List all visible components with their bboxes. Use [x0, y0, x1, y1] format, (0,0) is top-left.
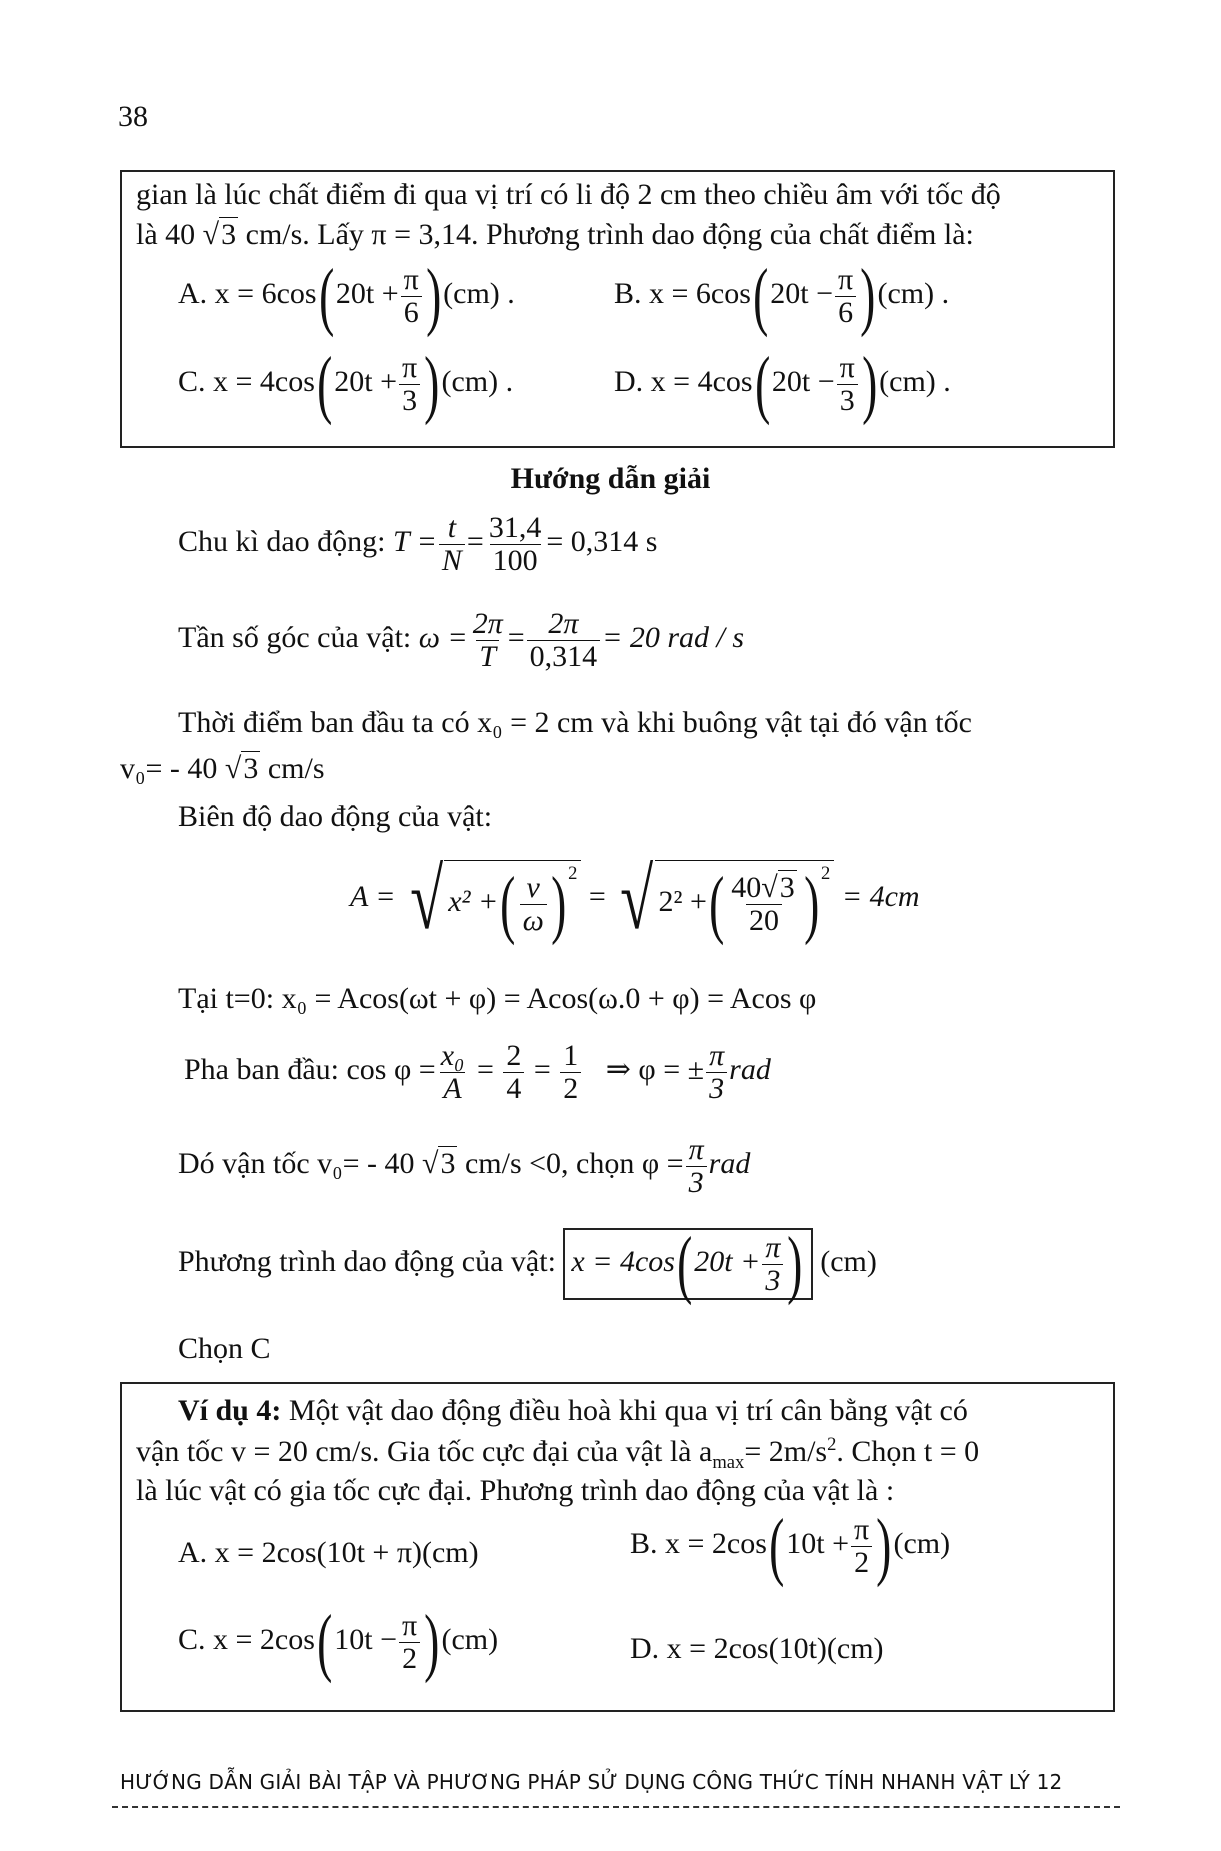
equation-line	[178, 1221, 877, 1306]
fraction	[399, 1610, 420, 1674]
option-inner: 20t +	[334, 364, 398, 398]
left-paren: (	[317, 341, 333, 426]
fraction-num: π	[688, 1133, 704, 1166]
option-label: C.	[178, 1622, 206, 1656]
right-paren: )	[787, 1221, 803, 1306]
right-paren: )	[860, 253, 876, 338]
equals-sign: =	[507, 620, 525, 654]
fraction	[762, 1232, 783, 1296]
example-3-line-2-c: cm/s. Lấy π = 3,14. Phương trình dao động của chất điểm là:	[245, 218, 974, 251]
equation-inner: 20t +	[694, 1244, 761, 1278]
fraction-den: 2	[560, 1072, 581, 1105]
option-lhs: x = 4cos	[213, 364, 315, 398]
fraction	[520, 872, 547, 936]
fraction-num	[728, 872, 799, 904]
sqrt-symbol: √3	[202, 218, 237, 251]
ex4-option-a: A. x = 2cos(10t + π)(cm)	[178, 1536, 479, 1569]
radicand-2	[655, 860, 835, 946]
answer-box	[563, 1221, 812, 1306]
fraction-num: π	[709, 1039, 725, 1072]
amplitude-formula	[350, 850, 920, 947]
fraction-den: 3	[837, 384, 858, 417]
fraction-den: 3	[706, 1072, 727, 1105]
option-label: B.	[614, 276, 642, 310]
fraction-den: ω	[520, 904, 547, 937]
equals-sign: =	[588, 879, 606, 913]
period-line	[178, 512, 657, 576]
fraction	[728, 872, 799, 936]
fraction-den: 2	[851, 1546, 872, 1579]
option-d	[614, 341, 951, 426]
amp-result: = 4cm	[841, 879, 920, 913]
right-paren: )	[424, 1599, 440, 1684]
left-paren: (	[769, 1503, 785, 1588]
phase-line: Pha ban đầu: cos φ = $\frac{\text{x₀}}{A}$ = $\frac{2}{4}$ = $\frac{1}{2}$ ⇒ φ = ± $\frac{\pi}{3}$ rad	[184, 1039, 771, 1105]
option-label: B.	[630, 1526, 658, 1560]
fraction-den: 3	[762, 1264, 783, 1297]
option-unit: (cm) .	[877, 276, 950, 310]
option-label: D.	[614, 364, 644, 398]
sqrt-symbol: √3	[224, 752, 259, 785]
equation-unit: (cm)	[820, 1244, 877, 1278]
option-label: C.	[178, 364, 206, 398]
choose-phi-c: cm/s <0, chọn φ =	[457, 1146, 684, 1180]
solution-heading: Hướng dẫn giải	[510, 462, 711, 495]
fraction	[527, 608, 601, 672]
option-inner: 10t −	[334, 1622, 398, 1656]
fraction	[486, 512, 545, 576]
option-lhs: x = 6cos	[649, 276, 751, 310]
sqrt-symbol: √3	[422, 1146, 456, 1180]
equation-label: Phương trình dao động của vật:	[178, 1244, 564, 1278]
fraction	[851, 1514, 872, 1578]
fraction-num: t	[447, 511, 457, 544]
fraction-num: 2	[506, 1039, 522, 1072]
amp-x2: x² +	[448, 885, 499, 918]
initial-line-2	[120, 752, 325, 786]
amp-symbol: A =	[350, 879, 396, 913]
ex4-option-b	[630, 1503, 951, 1588]
option-unit: (cm) .	[441, 364, 514, 398]
omega-label: Tần số góc của vật:	[178, 620, 419, 654]
left-paren: (	[317, 1599, 333, 1684]
omega-line	[178, 608, 744, 672]
example-3-line-1: gian là lúc chất điểm đi qua vị trí có li độ 2 cm theo chiều âm với tốc độ	[136, 178, 1001, 211]
period-label: Chu kì dao động:	[178, 524, 393, 558]
exponent: 2	[568, 863, 578, 884]
amplitude-label: Biên độ dao động của vật:	[178, 800, 493, 833]
right-paren: )	[876, 1503, 892, 1588]
fraction-den: 0,314	[527, 640, 601, 673]
left-paren: (	[318, 253, 334, 338]
sqrt-radicand: 3	[221, 218, 237, 251]
radical-sign: √	[620, 850, 654, 947]
fraction	[560, 1040, 581, 1104]
sqrt-symbol: √3	[761, 871, 795, 905]
example-4-line-1-text: Một vật dao động điều hoà khi qua vị trí cân bằng vật có	[281, 1394, 968, 1427]
omega-result: = 20 rad / s	[602, 620, 745, 654]
example-3-line-2-a: là 40	[136, 218, 196, 251]
page-footer: HƯỚNG DẪN GIẢI BÀI TẬP VÀ PHƯƠNG PHÁP SỬ DỤNG CÔNG THỨC TÍNH NHANH VẬT LÝ 12	[120, 1770, 1063, 1794]
example-4-line-2-c: . Chọn t = 0	[836, 1435, 980, 1468]
option-inner: 20t +	[335, 276, 399, 310]
fraction-num: π	[765, 1231, 781, 1264]
left-paren: (	[500, 861, 516, 946]
fraction-den: 20	[746, 904, 782, 937]
choose-phi-line	[178, 1134, 750, 1198]
fraction-num: π	[402, 351, 418, 384]
initial-line-1: Thời điểm ban đầu ta có x₀ = 2 cm và khi buông vật tại đó vận tốc	[178, 706, 972, 739]
left-paren: (	[754, 341, 770, 426]
fraction-den: 4	[503, 1072, 524, 1105]
fraction-den: 3	[686, 1166, 707, 1199]
example-4-line-3: là lúc vật có gia tốc cực đại. Phương trình dao động của vật là :	[136, 1474, 895, 1507]
phase-unit: rad	[729, 1052, 771, 1086]
option-a	[178, 253, 515, 338]
right-paren: )	[550, 861, 567, 946]
ex4-option-c	[178, 1599, 499, 1684]
fraction-num: π	[838, 263, 854, 296]
fraction	[706, 1040, 727, 1104]
fraction-num: 31,4	[488, 511, 542, 544]
fraction-num: π	[402, 1609, 418, 1642]
fraction-num: π	[839, 351, 855, 384]
option-unit: (cm)	[441, 1622, 499, 1656]
example-4-line-1	[178, 1394, 968, 1428]
phase-implies: ⇒ φ = ±	[605, 1052, 705, 1086]
option-inner: 20t −	[770, 276, 834, 310]
initial-line-2-c: cm/s	[260, 752, 325, 785]
example-3-box	[120, 170, 1115, 448]
t0-line: Tại t=0: x₀ = Acos(ωt + φ) = Acos(ω.0 + φ) = Acos φ	[178, 982, 817, 1015]
example-4-line-2-b: = 2m/s	[744, 1435, 828, 1468]
fraction	[503, 1040, 524, 1104]
fraction-num: 2π	[472, 607, 503, 640]
initial-line-2-a: v₀= - 40	[120, 752, 218, 785]
superscript-2: 2	[827, 1434, 837, 1455]
left-paren: (	[709, 861, 725, 946]
fraction-den: 2	[399, 1642, 420, 1675]
fraction	[835, 264, 856, 328]
footer-divider	[112, 1806, 1120, 1808]
left-paren: (	[753, 253, 769, 338]
fraction-num: π	[854, 1513, 870, 1546]
option-inner: 20t −	[771, 364, 835, 398]
fraction-den: 6	[401, 296, 422, 329]
period-symbol: T =	[393, 524, 437, 558]
right-paren: )	[803, 861, 819, 946]
option-label: A.	[178, 276, 208, 310]
amp-num-a: 40	[731, 871, 762, 905]
option-lhs: x = 2cos	[665, 1526, 767, 1560]
fraction	[401, 264, 422, 328]
right-paren: )	[424, 341, 440, 426]
sqrt-radicand: 3	[243, 752, 259, 785]
equals-sign: =	[466, 524, 484, 558]
page-number: 38	[118, 100, 148, 133]
option-inner: 10t +	[786, 1526, 850, 1560]
fraction-den: T	[476, 640, 499, 673]
fraction-den: N	[439, 544, 465, 577]
fraction-num: π	[403, 263, 419, 296]
choose-phi-a: Dó vận tốc v₀= - 40	[178, 1146, 415, 1180]
left-paren: (	[677, 1221, 693, 1306]
option-unit: (cm) .	[443, 276, 515, 310]
omega-symbol: ω =	[418, 620, 468, 654]
fraction	[837, 352, 858, 416]
equation-lhs: x = 4cos	[571, 1244, 675, 1278]
fraction	[470, 608, 506, 672]
fraction	[686, 1134, 707, 1198]
option-lhs: x = 6cos	[214, 276, 317, 310]
ex4-option-d: D. x = 2cos(10t)(cm)	[630, 1632, 884, 1665]
fraction-num: 2π	[548, 607, 579, 640]
example-4-line-2	[136, 1434, 979, 1474]
example-4-line-2-a: vận tốc v = 20 cm/s. Gia tốc cực đại của vật là a	[136, 1435, 713, 1468]
fraction	[438, 1040, 468, 1104]
option-unit: (cm) .	[879, 364, 951, 398]
fraction-den: 100	[490, 544, 541, 577]
amp-22: 2² +	[658, 885, 707, 918]
example-3-line-2	[136, 218, 974, 252]
sqrt-radicand: 3	[440, 1146, 456, 1180]
radical-sign: √	[410, 850, 444, 947]
exponent: 2	[821, 863, 831, 884]
subscript-max: max	[712, 1452, 745, 1473]
option-b	[614, 253, 950, 338]
option-unit: (cm)	[893, 1526, 951, 1560]
option-lhs: x = 2cos	[213, 1622, 315, 1656]
right-paren: )	[861, 341, 878, 426]
fraction-num: v	[526, 871, 540, 905]
right-paren: )	[425, 253, 442, 338]
fraction-den: 6	[835, 296, 856, 329]
fraction-den: A	[440, 1072, 464, 1105]
example-4-title: Ví dụ 4:	[178, 1394, 282, 1427]
fraction-num: 1	[563, 1039, 579, 1072]
option-lhs: x = 4cos	[650, 364, 753, 398]
example-4-box	[120, 1382, 1115, 1712]
fraction-num: x₀	[440, 1039, 465, 1072]
option-c	[178, 341, 514, 426]
fraction	[399, 352, 420, 416]
sqrt-radicand: 3	[779, 871, 795, 905]
fraction	[439, 512, 465, 576]
radicand-1	[444, 860, 581, 946]
answer-choice: Chọn C	[178, 1332, 271, 1365]
choose-phi-unit: rad	[708, 1146, 751, 1180]
phase-label: Pha ban đầu: cos φ =	[184, 1052, 436, 1086]
period-result: = 0,314 s	[546, 524, 658, 558]
fraction-den: 3	[399, 384, 420, 417]
